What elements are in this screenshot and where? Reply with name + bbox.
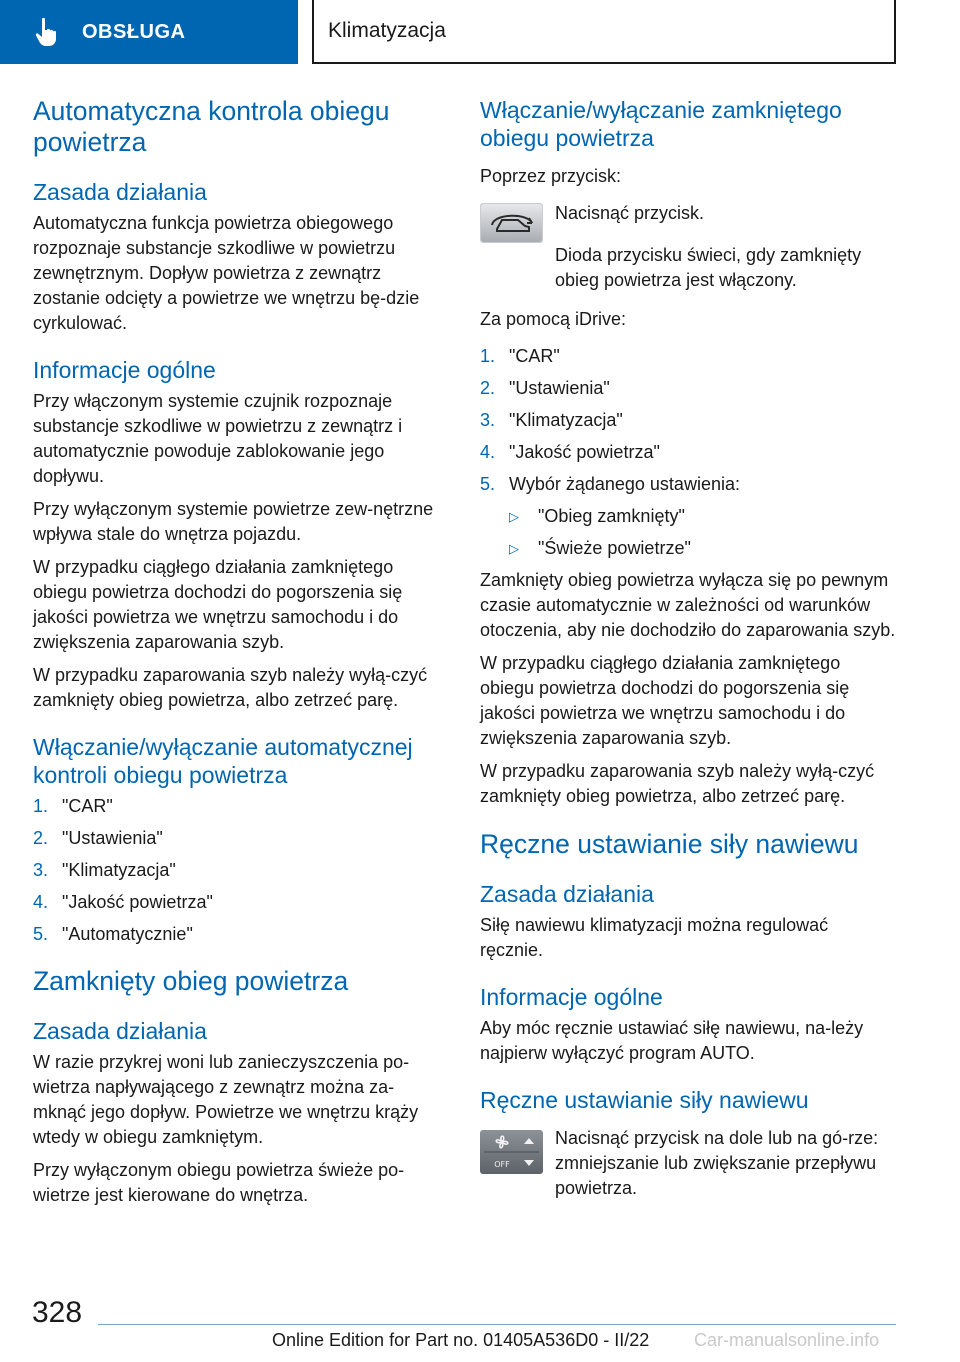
paragraph: W przypadku ciągłego działania zamkniętego obiegu powietrza dochodzi do pogorszenia się jakości powietrza we wnętrzu samochodu i do zwiększenia zaparowania szyb.	[33, 557, 403, 652]
paragraph: Automatyczna funkcja powietrza obiegowego rozpoznaje substancje szkodliwe w powietrzu zewnętrznym. Dopływ powietrza z zewnątrz zostanie odcięty a powietrze we wnętrzu bę-dzie cyrkulować.	[33, 213, 420, 333]
list-item: 4. "Jakość powietrza"	[480, 442, 660, 462]
paragraph: W przypadku ciągłego działania zamkniętego obiegu powietrza dochodzi do pogorszenia się jakości powietrza we wnętrzu samochodu i do zwiększenia zaparowania szyb.	[480, 653, 850, 748]
heading-manual-fan: Ręczne ustawianie siły nawiewu	[480, 1087, 809, 1113]
section-label: OBSŁUGA	[82, 20, 186, 43]
list-item: 1. "CAR"	[480, 346, 560, 366]
list-item: 5. Wybór żądanego ustawienia:	[480, 474, 740, 494]
paragraph: Za pomocą iDrive:	[480, 309, 627, 329]
fan-button-row	[480, 1126, 896, 1209]
recirculation-button-icon	[480, 203, 543, 243]
pointing-hand-icon	[30, 15, 64, 49]
list-item: 3. "Klimatyzacja"	[33, 860, 176, 880]
footer-divider	[98, 1324, 896, 1325]
paragraph: Przy wyłączonym obiegu powietrza świeże po-wietrze jest kierowane do wnętrza.	[33, 1160, 405, 1205]
watermark: Car-manualsonline.info	[694, 1330, 880, 1350]
heading-toggle-auto-recirculation: Włączanie/wyłączanie automatycznej kontroli obiegu powietrza	[33, 734, 413, 788]
steps-list	[33, 794, 447, 947]
paragraph: Przy włączonym systemie czujnik rozpoznaje substancje szkodliwe w powietrzu z zewnątrz i automatycznie powoduje zablokowanie jego dopływu.	[33, 391, 403, 486]
paragraph: W przypadku zaparowania szyb należy wyłą-czyć zamknięty obieg powietrza, albo zetrzeć parę.	[33, 665, 428, 710]
fan-speed-button-icon	[480, 1130, 543, 1174]
paragraph: Nacisnąć przycisk.	[555, 203, 705, 223]
list-item: 5. "Automatycznie"	[33, 924, 193, 944]
paragraph: Nacisnąć przycisk na dole lub na gó-rze: zmniejszanie lub zwiększanie przepływu powietrza.	[555, 1128, 879, 1198]
triangle-bullet-icon: ▷	[509, 509, 519, 524]
fan-off-label: OFF	[494, 1160, 510, 1169]
list-item: 2. "Ustawienia"	[33, 828, 163, 848]
list-item: 4. "Jakość powietrza"	[33, 892, 213, 912]
paragraph: Dioda przycisku świeci, gdy zamknięty obieg powietrza jest włączony.	[555, 245, 862, 290]
right-column	[480, 96, 896, 1209]
paragraph: W przypadku zaparowania szyb należy wyłą-czyć zamknięty obieg powietrza, albo zetrzeć parę.	[480, 761, 875, 806]
heading-principle: Zasada działania	[33, 1018, 207, 1044]
list-item: 2. "Ustawienia"	[480, 378, 610, 398]
triangle-bullet-icon: ▷	[509, 541, 519, 556]
page-number: 328	[32, 1296, 83, 1329]
heading-principle: Zasada działania	[480, 881, 654, 907]
steps-list	[480, 344, 896, 497]
chapter-title-box	[312, 0, 896, 64]
list-item: ▷ "Świeże powietrze"	[509, 536, 896, 561]
paragraph: Poprzez przycisk:	[480, 166, 622, 186]
chapter-title: Klimatyzacja	[328, 19, 446, 42]
paragraph: W razie przykrej woni lub zanieczyszczenia po-wietrza napływającego z zewnątrz można za-mknąć jego dopływ. Powietrze we wnętrzu krąży wtedy w obiegu zamkniętym.	[33, 1052, 419, 1147]
heading-general-info: Informacje ogólne	[33, 357, 216, 383]
paragraph: Zamknięty obieg powietrza wyłącza się po pewnym czasie automatycznie w zależności od warunków otoczenia, aby nie dochodziło do zaparowania szyb.	[480, 570, 896, 640]
section-title-closed-recirculation: Zamknięty obieg powietrza	[33, 966, 349, 996]
section-title-auto-recirculation: Automatyczna kontrola obiegu powietrza	[33, 96, 390, 157]
footer-edition: Online Edition for Part no. 01405A536D0 - II/22	[272, 1330, 650, 1350]
heading-general-info: Informacje ogólne	[480, 984, 663, 1010]
list-item: ▷ "Obieg zamknięty"	[509, 504, 896, 529]
section-title-manual-fan: Ręczne ustawianie siły nawiewu	[480, 829, 859, 859]
recirculation-button-row	[480, 201, 896, 243]
paragraph: Siłę nawiewu klimatyzacji można regulować ręcznie.	[480, 915, 829, 960]
left-column	[33, 96, 447, 1216]
heading-principle: Zasada działania	[33, 179, 207, 205]
paragraph: Przy wyłączonym systemie powietrze zew-nętrzne wpływa stale do wnętrza pojazdu.	[33, 499, 434, 544]
substeps-list	[509, 504, 896, 561]
section-tab	[0, 0, 298, 64]
list-item: 3. "Klimatyzacja"	[480, 410, 623, 430]
list-item: 1. "CAR"	[33, 796, 113, 816]
heading-toggle-closed-recirculation: Włączanie/wyłączanie zamkniętego obiegu powietrza	[480, 97, 842, 151]
paragraph: Aby móc ręcznie ustawiać siłę nawiewu, na-leży najpierw wyłączyć program AUTO.	[480, 1018, 864, 1063]
